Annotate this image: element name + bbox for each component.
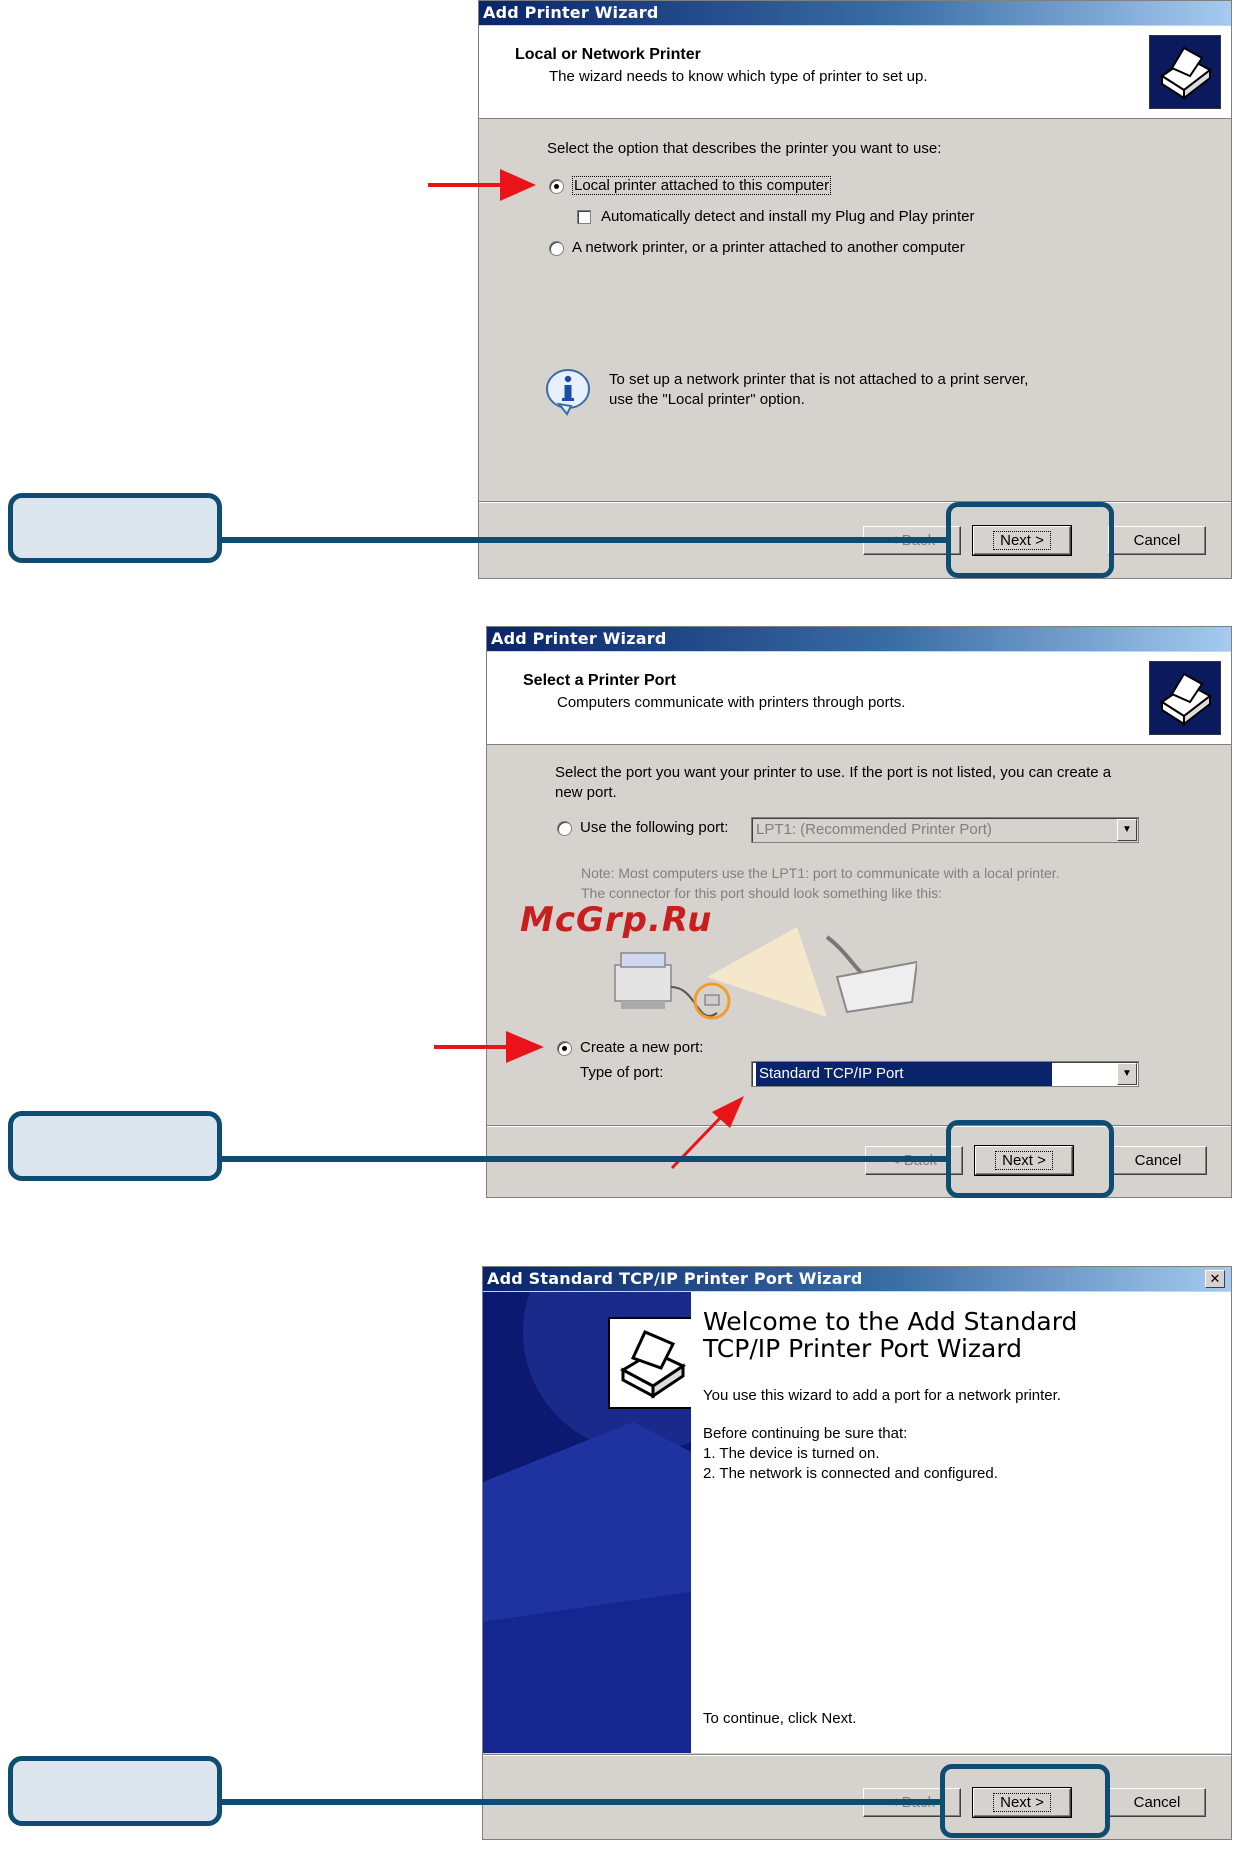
welcome-intro: You use this wizard to add a port for a network printer. [703,1387,1061,1404]
checkbox-auto-detect[interactable] [577,210,591,224]
dialog2-prompt-line2: new port. [555,784,617,801]
add-printer-wizard-dialog-1 [478,0,1232,579]
next-button-label: Next > [993,531,1051,550]
welcome-item-2: 2. The network is connected and configured. [703,1465,998,1482]
radio-use-following-port-label[interactable]: Use the following port: [580,819,729,836]
next-button-highlight-2 [946,1120,1114,1198]
printer-wizard-icon [1149,35,1221,109]
close-icon[interactable]: ✕ [1205,1270,1225,1288]
radio-create-new-port[interactable] [557,1041,572,1056]
next-button-label: Next > [993,1793,1051,1812]
existing-port-select[interactable] [751,817,1139,843]
callout-connector-3 [222,1799,942,1805]
welcome-item-1: 1. The device is turned on. [703,1445,880,1462]
info-text-line2: use the "Local printer" option. [609,391,805,408]
next-button-highlight-1 [946,502,1114,578]
dialog1-titlebar: Add Printer Wizard [479,1,1231,25]
dialog3-button-separator [483,1754,1231,1756]
dialog2-titlebar: Add Printer Wizard [487,627,1231,651]
radio-network-printer[interactable] [549,241,564,256]
existing-port-value: LPT1: (Recommended Printer Port) [756,821,992,838]
cancel-button[interactable]: Cancel [1108,1788,1206,1817]
watermark: McGrp.Ru [520,900,713,940]
radio-local-printer-label[interactable]: Local printer attached to this computer [574,177,830,194]
port-type-value: Standard TCP/IP Port [756,1062,1052,1086]
next-button-highlight-3 [940,1764,1110,1838]
port-note-line1: Note: Most computers use the LPT1: port to communicate with a local printer. [581,865,1060,881]
type-of-port-label: Type of port: [580,1064,664,1081]
callout-connector-1 [222,537,948,543]
welcome-before: Before continuing be sure that: [703,1425,908,1442]
cancel-button[interactable]: Cancel [1109,1146,1207,1175]
chevron-down-icon: ▼ [1117,819,1137,841]
cancel-button[interactable]: Cancel [1108,526,1206,555]
port-note-line2: The connector for this port should look something like this: [581,885,943,901]
radio-create-new-port-label[interactable]: Create a new port: [580,1039,704,1056]
dialog2-header-title: Select a Printer Port [523,672,676,689]
welcome-heading-line1: Welcome to the Add Standard [703,1307,1078,1336]
radio-use-following-port[interactable] [557,821,572,836]
welcome-heading-line2: TCP/IP Printer Port Wizard [703,1334,1023,1363]
next-button-label: Next > [995,1151,1053,1170]
chevron-down-icon: ▼ [1117,1063,1137,1085]
dialog2-button-separator [487,1125,1231,1127]
callout-box-2 [8,1111,222,1181]
dialog1-button-separator [479,501,1231,503]
info-icon [545,368,591,418]
tcpip-port-wizard-dialog [482,1266,1232,1840]
wizard-welcome-panel [691,1292,1231,1753]
printer-wizard-icon [1149,661,1221,735]
dialog2-header [487,652,1231,745]
red-arrow-local-printer [428,165,538,205]
dialog2-header-subtitle: Computers communicate with printers through ports. [557,694,906,711]
wizard-side-banner [483,1292,691,1753]
dialog2-prompt-line1: Select the port you want your printer to use. If the port is not listed, you can create a [555,764,1112,781]
radio-network-printer-label[interactable]: A network printer, or a printer attached to another computer [572,239,965,256]
port-type-select[interactable] [751,1061,1139,1087]
dialog3-titlebar: Add Standard TCP/IP Printer Port Wizard [483,1267,1231,1291]
info-text-line1: To set up a network printer that is not attached to a print server, [609,371,1029,388]
callout-box-3 [8,1756,222,1826]
callout-box-1 [8,493,222,563]
radio-local-printer[interactable] [549,179,564,194]
callout-connector-2 [222,1156,948,1162]
welcome-continue: To continue, click Next. [703,1710,857,1727]
dialog1-header-title: Local or Network Printer [515,46,701,63]
dialog1-header [479,26,1231,119]
checkbox-auto-detect-label[interactable]: Automatically detect and install my Plug and Play printer [601,208,975,225]
dialog1-prompt: Select the option that describes the printer you want to use: [547,140,942,157]
red-arrow-create-port [434,1027,546,1067]
dialog1-header-subtitle: The wizard needs to know which type of printer to set up. [549,68,928,85]
